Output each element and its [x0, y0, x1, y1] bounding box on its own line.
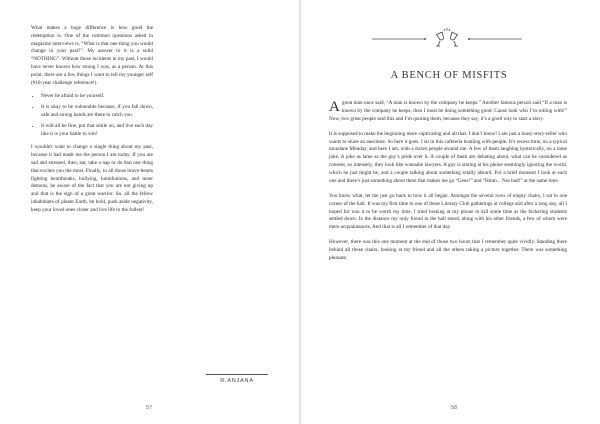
right-page-text — [329, 100, 567, 270]
page-number-left: 57 — [146, 405, 153, 411]
list-item: • It will all be fine, put that smile on, and live each day like it is your battle to win! — [41, 123, 153, 139]
paragraph: What makes a huge difference is how good the redemption is. One of the common questions asked in magazine interviews is, “What is that one thing you would change in your past?”. My answer to it is a solid “NOTHING”. Without those incidents in my past, I would have never known how strong I was, as a person. At this point, there are a few things I want to tell my younger self (#10-year challenge reference!). — [31, 25, 153, 86]
paragraph: It is supposed to make the beginning more captivating and all that. I don’t know! I am just a lousy story-teller who wants to share an anecdote. So here it goes. I sit in this cafeteria bustling with people. It’s recess time, on a typical mundane Monday, and here I am, with a dozen people around me. A few of them laughing hysterically, on a lame joke. A joke as lame as the guy’s pride over it. A couple of them are debating about, what can be considered as consent, so intensely, they look like wannabe lawyers. A guy is staring at his phone seemingly ignoring the world, which he just might be, and a couple talking about something totally absurd. For a brief moment I look at each one and there’s just something about them that makes me go “Geez!” and “Hmm... Not bad!” at the same time. — [329, 130, 567, 184]
paragraph: You know what, let me just go back to how it all began. Amongst the several rows of empty chairs, I sat in one corner of the hall. It was my first time to one of these Literary Club gatherings at college and after a long day, all I hoped for was it to be worth my time. I tried looking at my phone to kill some time as the bickering students settled down. In the distance my only friend in the hall stood, along with his other friends, a few of whom were mere acquaintances. And that is all I remember of that day. — [329, 192, 567, 231]
paragraph: However, there was this one moment at the end of those two hours that I remember quite vividly. Standing there behind all those chairs, looking at my friend and all the others taking a picture together. There was something pleasant — [329, 239, 567, 262]
chapter-title: A BENCH OF MISFITS — [390, 70, 508, 81]
list-item: • It is okay to be vulnerable because, if you fall down, safe and strong hands are there to catch you. — [41, 104, 153, 120]
first-paragraph — [329, 100, 567, 123]
author-signature: R.ANJANA — [220, 378, 254, 384]
first-paragraph-text: great man once said, “A man is known by the company he keeps.” Another famous person said “If a man is known by the company he keeps, then I must be doing something good. Cause look who I’m rolling with!” Now, two great people said this and I’m quoting them, because they say, it’s a good way to start a story. — [329, 100, 567, 122]
list-item: • Never be afraid to be yourself. — [41, 93, 153, 101]
advice-list — [31, 93, 153, 138]
drop-cap: A — [329, 99, 340, 115]
chapter-ornament-icon — [372, 28, 522, 50]
page-number-right: 58 — [451, 405, 458, 411]
signature-divider — [206, 374, 268, 375]
paragraph: I wouldn't want to change a single thing about my past, because it had made me the person I am today. If you are sad and stressed, then, eat, take a nap or do that one thing that excites you the most. Finally, to all those brave-hearts fighting heartbreaks, bullying, humiliations, and inner demons, be aware of the fact that you are not giving up and that is the sign of a great warrior. So, all the fellow inhabitants of planet Earth, be bold, push aside negativity, keep your loved ones closer and live life to the fullest! — [31, 144, 153, 213]
book-gutter — [299, 0, 301, 424]
left-page-text — [31, 25, 153, 221]
